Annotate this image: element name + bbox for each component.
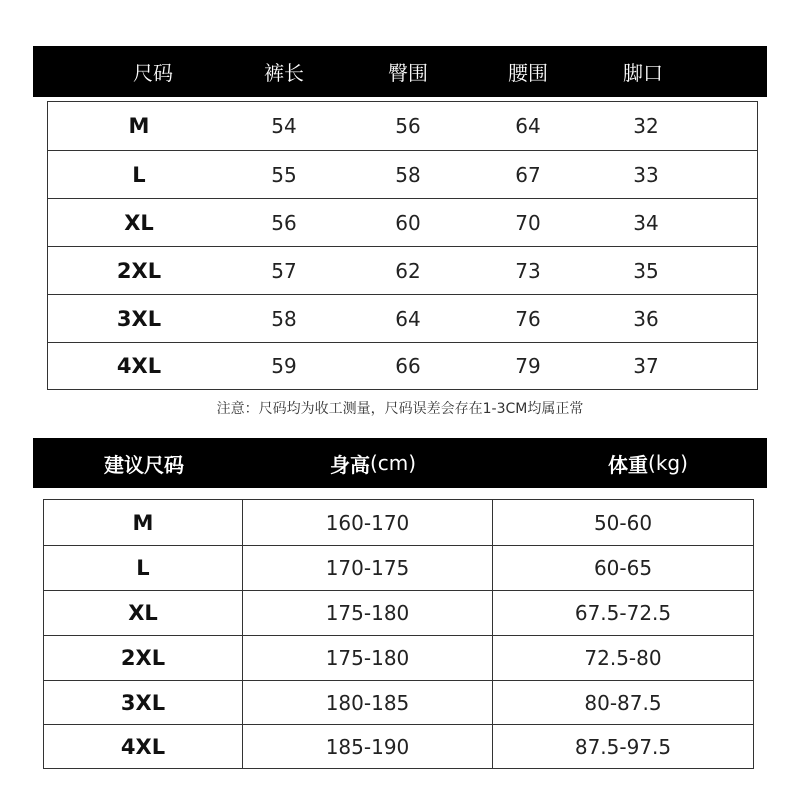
size-cell: 3XL: [116, 306, 162, 331]
measurement-note: 注意：尺码均为收工测量，尺码误差会存在1-3CM均属正常: [216, 401, 584, 417]
length-cell: 54: [271, 114, 297, 138]
table-row: [44, 681, 753, 725]
weight-cell: 60-65: [593, 556, 653, 580]
header-height-label: 身高: [329, 452, 370, 477]
table-row: [48, 102, 757, 151]
header-height-unit: (cm): [369, 451, 417, 475]
hem-cell: 32: [633, 114, 659, 138]
hem-cell: 35: [633, 258, 659, 283]
size-chart-header: [33, 46, 767, 97]
waist-cell: 73: [515, 258, 541, 283]
hip-cell: 64: [395, 306, 421, 331]
header-weight: [558, 438, 738, 488]
table-row: [44, 591, 753, 636]
hem-cell: 36: [633, 306, 659, 331]
hem-cell: 33: [633, 162, 659, 187]
header-height: [283, 438, 463, 488]
length-cell: 58: [271, 306, 297, 331]
header-hip: 臀围: [388, 61, 428, 85]
height-cell: 160-170: [325, 510, 410, 535]
weight-cell: 80-87.5: [584, 690, 662, 715]
recommendation-header: [33, 438, 767, 488]
size-cell: M: [128, 114, 150, 138]
header-weight-label: 体重: [608, 452, 649, 477]
weight-cell: 67.5-72.5: [574, 601, 672, 625]
size-cell: XL: [128, 601, 158, 625]
header-hem: 脚口: [623, 61, 663, 85]
size-cell: 4XL: [120, 734, 166, 759]
table-row: [48, 199, 757, 247]
height-cell: 175-180: [325, 601, 410, 625]
header-recommended-size: [69, 438, 219, 488]
waist-cell: 79: [515, 354, 541, 378]
size-cell: 3XL: [120, 690, 166, 715]
height-cell: 175-180: [325, 646, 410, 670]
size-cell: 2XL: [120, 646, 166, 670]
hip-cell: 56: [395, 114, 421, 138]
header-size: 尺码: [133, 61, 173, 85]
table-row: [44, 725, 753, 768]
size-cell: L: [136, 556, 150, 580]
waist-cell: 76: [515, 306, 541, 331]
table-row: [48, 295, 757, 343]
waist-cell: 67: [515, 162, 541, 187]
size-cell: 4XL: [116, 354, 162, 378]
header-length: 裤长: [264, 61, 304, 85]
recommendation-table: [43, 499, 754, 769]
size-cell: M: [132, 510, 154, 535]
length-cell: 59: [271, 354, 297, 378]
table-row: [48, 151, 757, 199]
hip-cell: 58: [395, 162, 421, 187]
size-chart-table: [47, 101, 758, 390]
hem-cell: 37: [633, 354, 659, 378]
hip-cell: 60: [395, 210, 421, 235]
height-cell: 180-185: [325, 690, 410, 715]
size-cell: L: [132, 162, 146, 187]
table-row: [44, 546, 753, 591]
table-row: [44, 636, 753, 681]
size-cell: XL: [124, 210, 154, 235]
waist-cell: 64: [515, 114, 541, 138]
weight-cell: 50-60: [593, 510, 653, 535]
height-cell: 170-175: [325, 556, 410, 580]
header-weight-unit: (kg): [648, 451, 688, 475]
size-cell: 2XL: [116, 258, 162, 283]
waist-cell: 70: [515, 210, 541, 235]
length-cell: 55: [271, 162, 297, 187]
length-cell: 56: [271, 210, 297, 235]
hip-cell: 62: [395, 258, 421, 283]
table-row: [48, 343, 757, 389]
length-cell: 57: [271, 258, 297, 283]
weight-cell: 72.5-80: [584, 646, 662, 670]
table-row: [48, 247, 757, 295]
table-row: [44, 500, 753, 546]
height-cell: 185-190: [325, 734, 410, 759]
header-recommended-size-label: 建议尺码: [104, 452, 184, 477]
hem-cell: 34: [633, 210, 659, 235]
hip-cell: 66: [395, 354, 421, 378]
weight-cell: 87.5-97.5: [574, 734, 672, 759]
header-waist: 腰围: [508, 61, 548, 85]
